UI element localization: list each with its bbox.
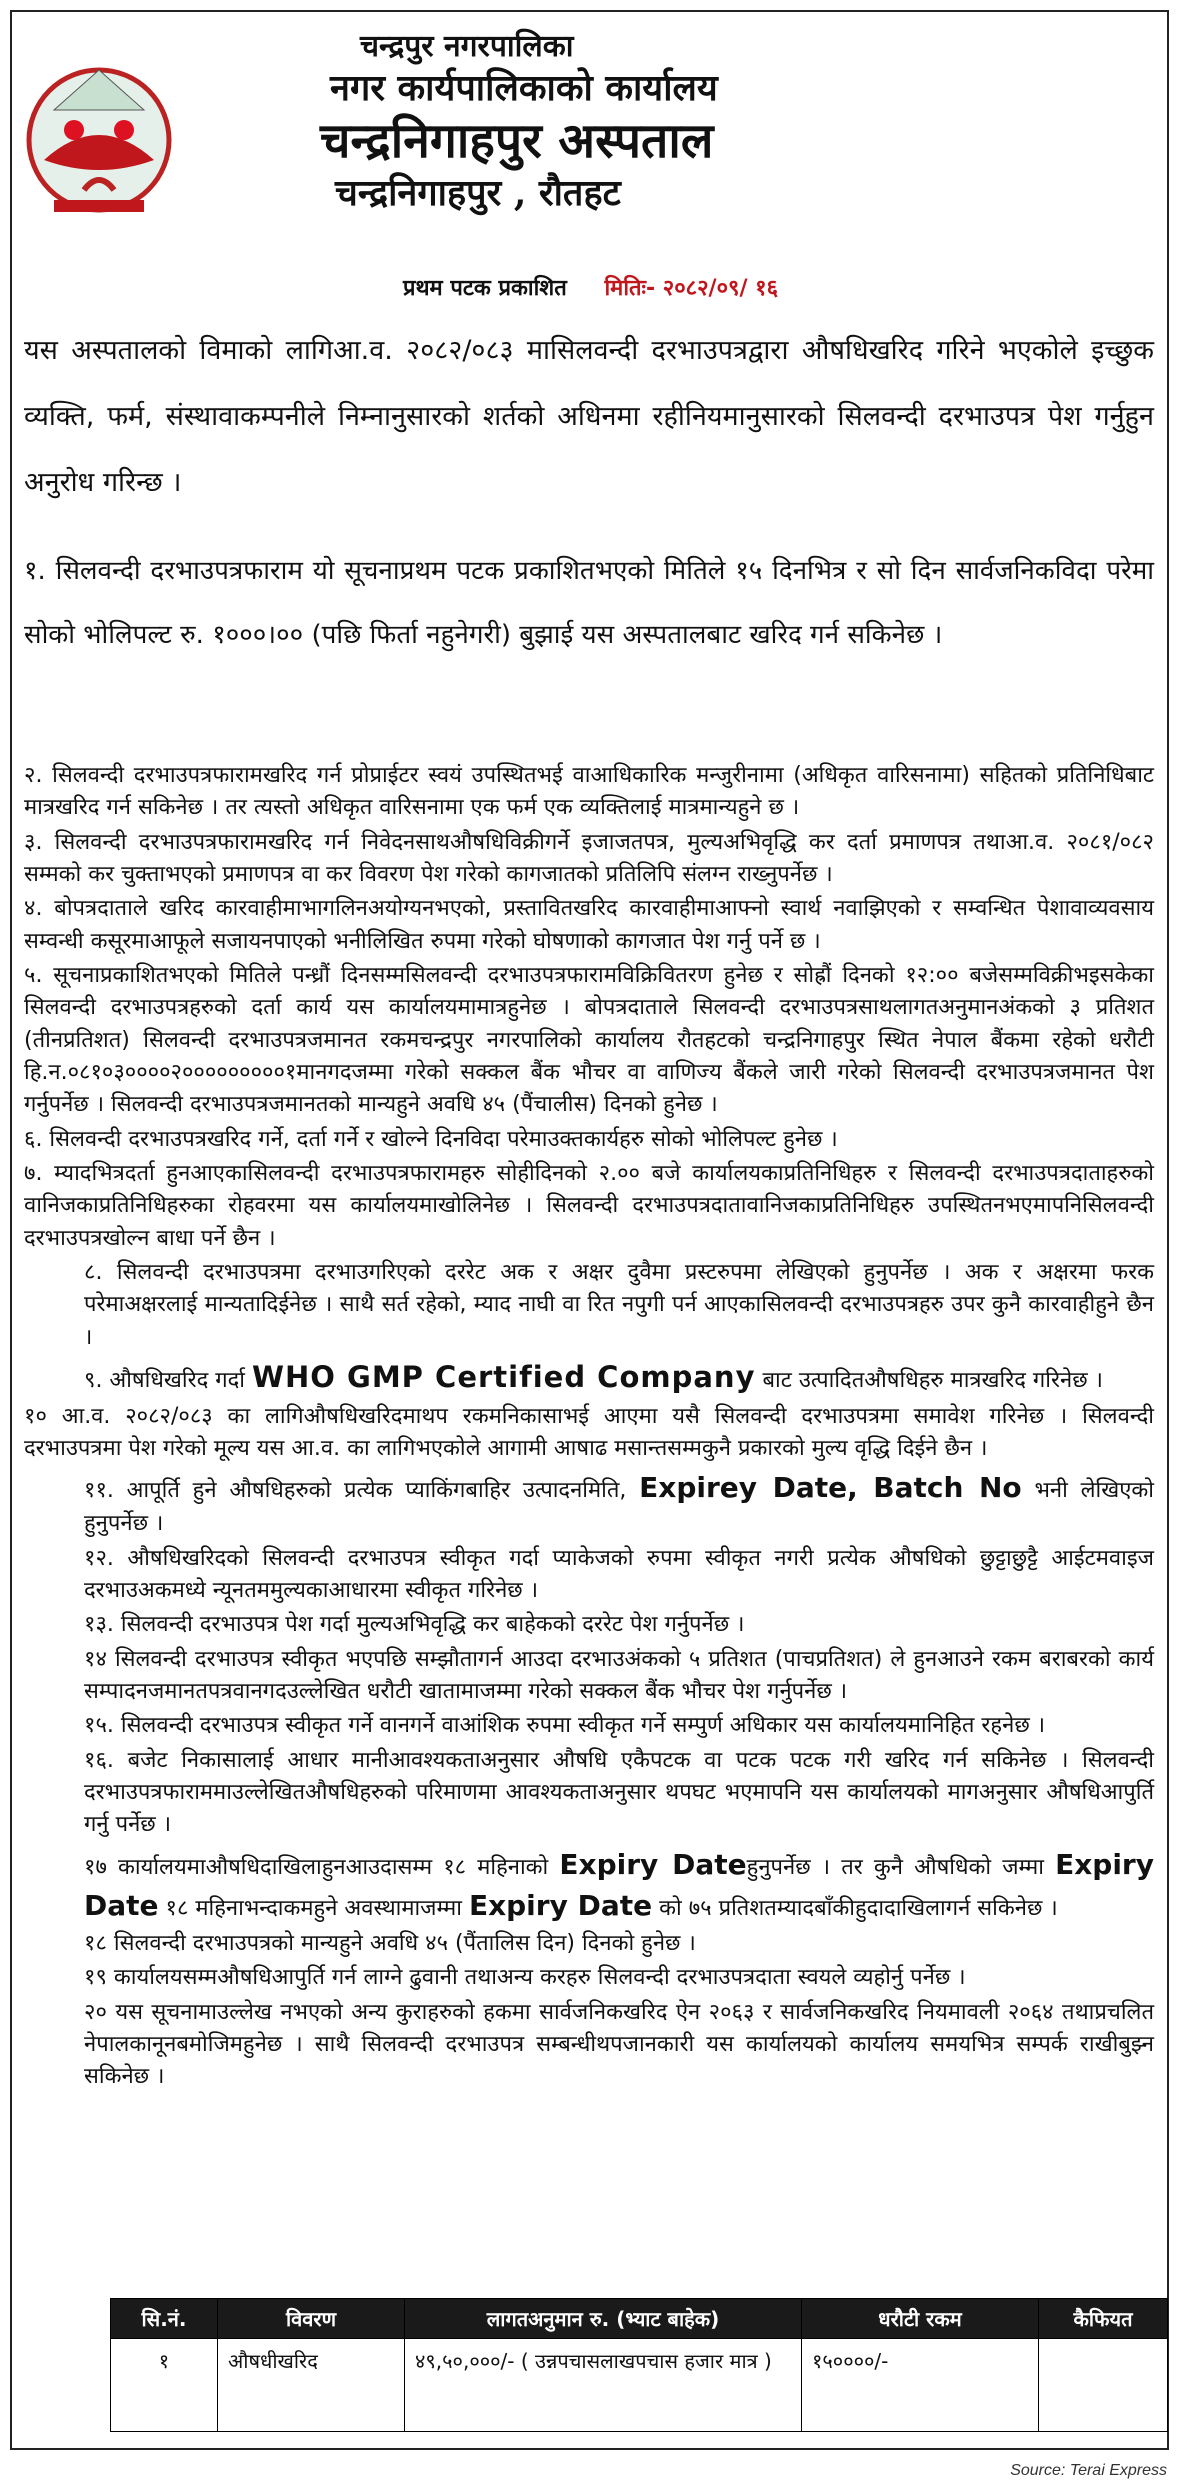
condition-11-bold: Expirey Date, Batch No <box>639 1471 1022 1505</box>
condition-9-bold: WHO GMP Certified Company <box>252 1359 756 1394</box>
conditions-list <box>24 760 1154 2096</box>
condition-4: ४. बोपत्रदाताले खरिद कारवाहीमाभागलिनअयोग्यनभएको, प्रस्तावितखरिद कारवाहीमाआफ्नो स्वार्थ नवाझिएको र सम्वन्धित पेशावाव्यवसाय सम्वन्धी कसूरमाआफूले सजायनपाएको भनीलिखित रुपमा गरेको घोषणाको कागजात पेश गर्नु पर्ने छ । <box>24 896 1154 954</box>
header <box>300 28 900 216</box>
header-description: विवरण <box>218 2299 405 2339</box>
table-row <box>111 2339 1168 2432</box>
cell-serial: १ <box>111 2339 218 2432</box>
cell-deposit: १५००००/- <box>802 2339 1039 2432</box>
condition-17 <box>24 1844 1154 1926</box>
condition-17-e: को ७५ प्रतिशतम्यादबाँकीहुदादाखिलागर्न सकिनेछ । <box>659 1895 1058 1921</box>
condition-9-post: बाट उत्पादितऔषधिहरु मात्रखरिद गरिनेछ । <box>762 1367 1103 1393</box>
condition-14: १४ सिलवन्दी दरभाउपत्र स्वीकृत भएपछि सम्झौतागर्न आउदा दरभाउअंकको ५ प्रतिशत (पाचप्रतिशत) ले हुनआउने रकम बराबरको कार्य सम्पादनजमानतपत्रवानगदउल्लेखित धरौटी खातामाजम्मा गरेको सक्कल बैंक भौचर पेश गर्नुपर्नेछ । <box>84 1646 1154 1704</box>
condition-5: ५. सूचनाप्रकाशितभएको मितिले पन्ध्रौं दिनसम्मसिलवन्दी दरभाउपत्रफारामविक्रिवितरण हुनेछ र सोह्रौं दिनको १२:०० बजेसम्मविक्रीभइसकेका सिलवन्दी दरभाउपत्रहरुको दर्ता कार्य यस कार्यालयमामात्रहुनेछ । बोपत्रदाताले सिलवन्दी दरभाउपत्रसाथलागतअनुमानअंकको ३ प्रतिशत (तीनप्रतिशत) सिलवन्दी दरभाउपत्रजमानत रकमचन्द्रपुर नगरपालिको कार्यालय रौतहटको चन्द्रनिगाहपुर स्थित नेपाल बैंकमा रहेको धरौटी हि.न.०८१०३००००२०००००००००१मानगदजम्मा गरेको सक्कल बैंक भौचर वा वाणिज्य बैंकले जारी गरेको सिलवन्दी दरभाउपत्रजमानत पेश गर्नुपर्नेछ । सिलवन्दी दरभाउपत्रजमानतको मान्यहुने अवधि ४५ (पैंचालीस) दिनको हुनेछ । <box>24 962 1154 1118</box>
cell-estimate: ४९,५०,०००/- ( उन्नपचासलाखपचास हजार मात्र ) <box>405 2339 802 2432</box>
condition-8: ८. सिलवन्दी दरभाउपत्रमा दरभाउगरिएको दररेट अक र अक्षर दुवैमा प्रस्टरुपमा लेखिएको हुनुपर्नेछ । अक र अक्षरमा फरक परेमाअक्षरलाई मान्यतादिईनेछ । साथै सर्त रहेको, म्याद नाघी वा रित नपुगी पर्न आएकासिलवन्दी दरभाउपत्रहरु उपर कुनै कारवाहीहुने छैन । <box>84 1259 1154 1350</box>
items-table <box>110 2298 1168 2432</box>
condition-17-d: १८ महिनाभन्दाकमहुने अवस्थामाजम्मा <box>165 1895 462 1921</box>
nepal-emblem-icon <box>14 50 184 220</box>
condition-12: १२. औषधिखरिदको सिलवन्दी दरभाउपत्र स्वीकृत गर्दा प्याकेजको रुपमा स्वीकृत नगरी प्रत्येक औषधिको छुट्टाछुट्टै आईटमवाइज दरभाउअकमध्ये न्यूनतममुल्यकाआधारमा स्वीकृत गरिनेछ । <box>84 1545 1154 1603</box>
condition-17-c: हुनुपर्नेछ । तर कुनै औषधिको जम्मा <box>746 1854 1044 1880</box>
hospital-name: चन्द्रनिगाहपुर अस्पताल <box>320 112 714 169</box>
header-remarks: कैफियत <box>1039 2299 1168 2339</box>
condition-3: ३. सिलवन्दी दरभाउपत्रफारामखरिद गर्न निवेदनसाथऔषधिविक्रीगर्ने इजाजतपत्र, मुल्यअभिवृद्धि कर दर्ता प्रमाणपत्र तथाआ.व. २०८१/०८२ सम्मको कर चुक्ताभएको प्रमाणपत्र वा कर विवरण पेश गरेको कागजातको प्रतिलिपि संलग्न राख्नुपर्नेछ । <box>24 829 1154 887</box>
header-estimate: लागतअनुमान रु. (भ्याट बाहेक) <box>405 2299 802 2339</box>
condition-15: १५. सिलवन्दी दरभाउपत्र स्वीकृत गर्ने वानगर्ने वाआंशिक रुपमा स्वीकृत गर्ने सम्पुर्ण अधिकार यस कार्यालयमानिहित रहनेछ । <box>84 1713 1046 1739</box>
condition-2: २. सिलवन्दी दरभाउपत्रफारामखरिद गर्न प्रोप्राईटर स्वयं उपस्थितभई वाआधिकारिक मन्जुरीनामा (अधिकृत वारिसनामा) सहितको प्रतिनिधिबाट मात्रखरिद गर्न सकिनेछ । तर त्यस्तो अधिकृत वारिसनामा एक फर्म एक व्यक्तिलाई मात्रमान्यहुने छ । <box>24 763 1154 821</box>
table-header-row <box>111 2299 1168 2339</box>
header-deposit: धरौटी रकम <box>802 2299 1039 2339</box>
publication-label: प्रथम पटक प्रकाशित <box>402 276 567 301</box>
source-credit: Source: Terai Express <box>1010 2462 1167 2479</box>
publication-line <box>0 272 1181 302</box>
condition-6: ६. सिलवन्दी दरभाउपत्रखरिद गर्ने, दर्ता गर्ने र खोल्ने दिनविदा परेमाउक्तकार्यहरु सोको भोलिपल्ट हुनेछ । <box>24 1126 838 1152</box>
condition-11 <box>24 1467 1154 1540</box>
condition-17-a: १७ कार्यालयमाऔषधिदाखिलाहुनआउदासम्म १८ महिनाको <box>84 1854 549 1880</box>
hospital-address: चन्द्रनिगाहपुर , रौतहट <box>335 171 621 214</box>
condition-11-post: भनी लेखिएको हुनुपर्नेछ । <box>84 1478 1154 1537</box>
condition-9-pre: ९. औषधिखरिद गर्दा <box>84 1367 246 1393</box>
header-serial: सि.नं. <box>111 2299 218 2339</box>
condition-19: १९ कार्यालयसम्मऔषधिआपुर्ति गर्न लाग्ने ढुवानी तथाअन्य करहरु सिलवन्दी दरभाउपत्रदाता स्वयले व्यहोर्नु पर्नेछ । <box>84 1965 966 1991</box>
condition-1: १. सिलवन्दी दरभाउपत्रफाराम यो सूचनाप्रथम पटक प्रकाशितभएको मितिले १५ दिनभित्र र सो दिन सार्वजनिकविदा परेमा सोको भोलिपल्ट रु. १०००।०० (पछि फिर्ता नहुनेगरी) बुझाई यस अस्पतालबाट खरिद गर्न सकिनेछ । <box>24 556 1154 650</box>
publication-date: मितिः- २०८२/०९/ १६ <box>604 276 779 301</box>
intro-paragraph: यस अस्पतालको विमाको लागिआ.व. २०८२/०८३ मासिलवन्दी दरभाउपत्रद्वारा औषधिखरिद गरिने भएकोले इच्छुक व्यक्ति, फर्म, संस्थावाकम्पनीले निम्नानुसारको शर्तको अधिनमा रहीनियमानुसारको सिलवन्दी दरभाउपत्र पेश गर्नुहुन अनुरोध गरिन्छ । <box>24 335 1154 499</box>
condition-20: २० यस सूचनामाउल्लेख नभएको अन्य कुराहरुको हकमा सार्वजनिकखरिद ऐन २०६३ र सार्वजनिकखरिद नियमावली २०६४ तथाप्रचलित नेपालकानूनबमोजिमहुनेछ । साथै सिलवन्दी दरभाउपत्र सम्बन्धीथपजानकारी यस कार्यालयको कार्यालय समयभित्र सम्पर्क राखीबुझ्न सकिनेछ । <box>84 1999 1154 2090</box>
condition-18: १८ सिलवन्दी दरभाउपत्रको मान्यहुने अवधि ४५ (पैंतालिस दिन) दिनको हुनेछ । <box>84 1930 696 1956</box>
condition-16: १६. बजेट निकासालाई आधार मानीआवश्यकताअनुसार औषधि एकैपटक वा पटक पटक गरी खरिद गर्न सकिनेछ । सिलवन्दी दरभाउपत्रफाराममाउल्लेखितऔषधिहरुको परिमाणमा आवश्यकताअनुसार थपघट भएमापनि यस कार्यालयको मागअनुसार औषधिआपुर्ति गर्नु पर्नेछ । <box>84 1747 1154 1838</box>
cell-description: औषधीखरिद <box>218 2339 405 2432</box>
municipality-name: चन्द्रपुर नगरपालिका <box>360 29 574 64</box>
condition-13: १३. सिलवन्दी दरभाउपत्र पेश गर्दा मुल्यअभिवृद्धि कर बाहेकको दररेट पेश गर्नुपर्नेछ । <box>84 1612 745 1638</box>
condition-17-bold-3: Expiry Date <box>468 1888 653 1922</box>
condition-9 <box>24 1356 1154 1399</box>
condition-17-bold-2: Expiry Date <box>84 1847 1154 1922</box>
condition-7: ७. म्यादभित्रदर्ता हुनआएकासिलवन्दी दरभाउपत्रफारामहरु सोहीदिनको २.०० बजे कार्यालयकाप्रतिनिधिहरु र सिलवन्दी दरभाउपत्रदाताहरुको वानिजकाप्रतिनिधिहरुका रोहवरमा यस कार्यालयमाखोलिनेछ । सिलवन्दी दरभाउपत्रदातावानिजकाप्रतिनिधिहरु उपस्थितनभएमापनिसिलवन्दी दरभाउपत्रखोल्न बाधा पर्ने छैन । <box>24 1160 1154 1251</box>
condition-10: १० आ.व. २०८२/०८३ का लागिऔषधिखरिदमाथप रकमनिकासाभई आएमा यसै सिलवन्दी दरभाउपत्रमा समावेश गरिनेछ । सिलवन्दी दरभाउपत्रमा पेश गरेको मूल्य यस आ.व. का लागिभएकोले आगामी आषाढ मसान्तसम्मकुनै प्रकारको मुल्य वृद्धि दिईने छैन । <box>24 1403 1154 1461</box>
condition-11-pre: ११. आपूर्ति हुने औषधिहरुको प्रत्येक प्याकिंगबाहिर उत्पादनमिति, <box>84 1478 627 1504</box>
office-name: नगर कार्यपालिकाको कार्यालय <box>330 66 718 109</box>
condition-17-bold-1: Expiry Date <box>559 1847 747 1881</box>
cell-remarks <box>1039 2339 1168 2432</box>
